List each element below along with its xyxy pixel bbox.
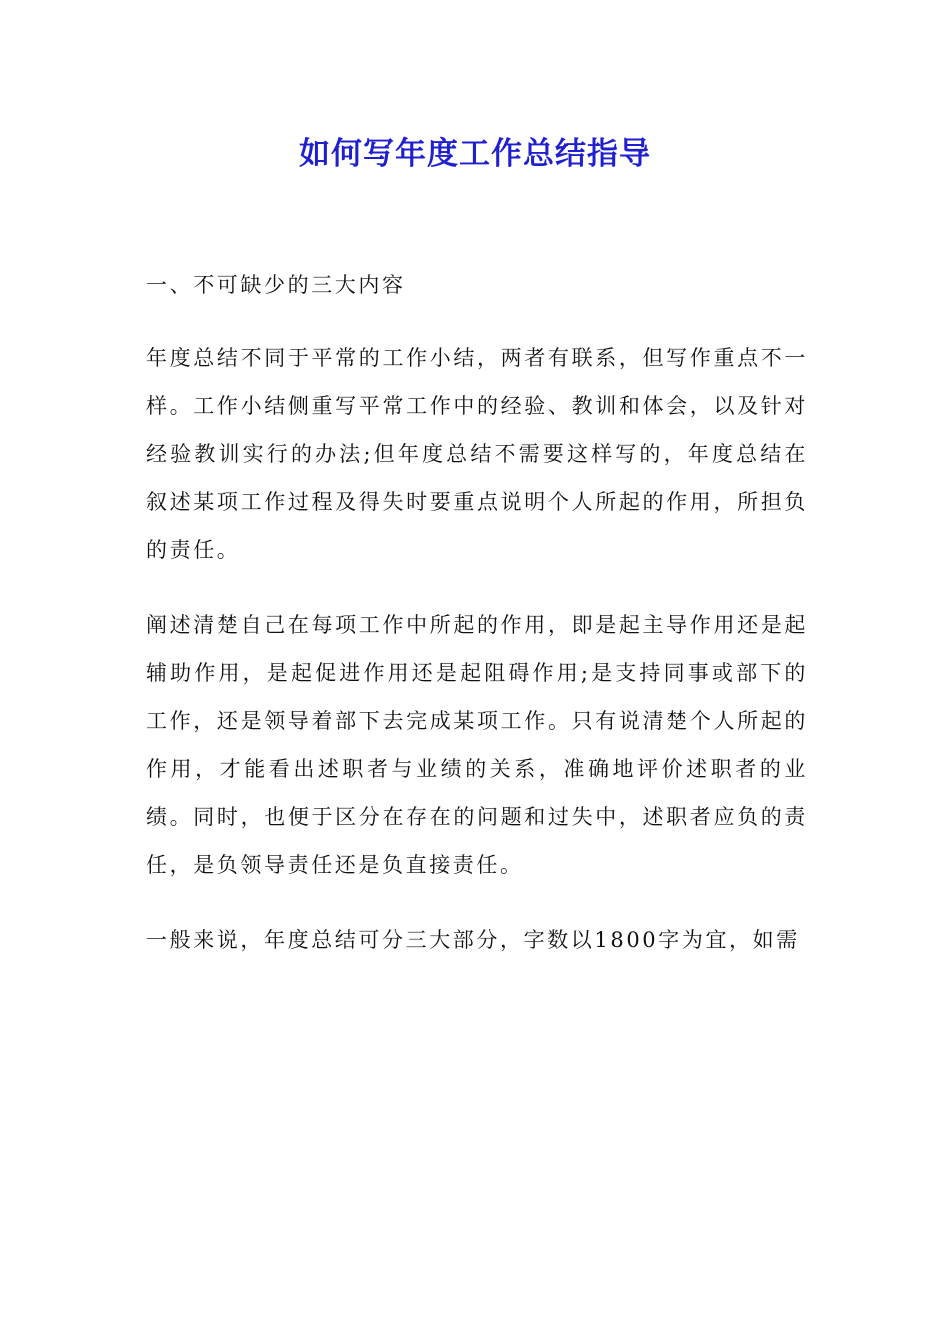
section-heading: 一、不可缺少的三大内容 [146,273,406,297]
paragraph-2: 阐述清楚自己在每项工作中所起的作用，即是起主导作用还是起辅助作用，是起促进作用还是起阻碍作用;是支持同事或部下的工作，还是领导着部下去完成某项工作。只有说清楚个人所起的作用，才能看出述职者与业绩的关系，准确地评价述职者的业绩。同时，也便于区分在存在的问题和过失中，述职者应负的责任，是负领导责任还是负直接责任。 [146,613,808,877]
document-body [146,261,808,991]
paragraph-3: 一般来说，年度总结可分三大部分，字数以1800字为宜，如需 [146,928,800,952]
paragraph-1: 年度总结不同于平常的工作小结，两者有联系，但写作重点不一样。工作小结侧重写平常工作中的经验、教训和体会，以及针对经验教训实行的办法;但年度总结不需要这样写的，年度总结在叙述某项工作过程及得失时要重点说明个人所起的作用，所担负的责任。 [146,346,808,562]
document-title: 如何写年度工作总结指导 [299,136,651,172]
